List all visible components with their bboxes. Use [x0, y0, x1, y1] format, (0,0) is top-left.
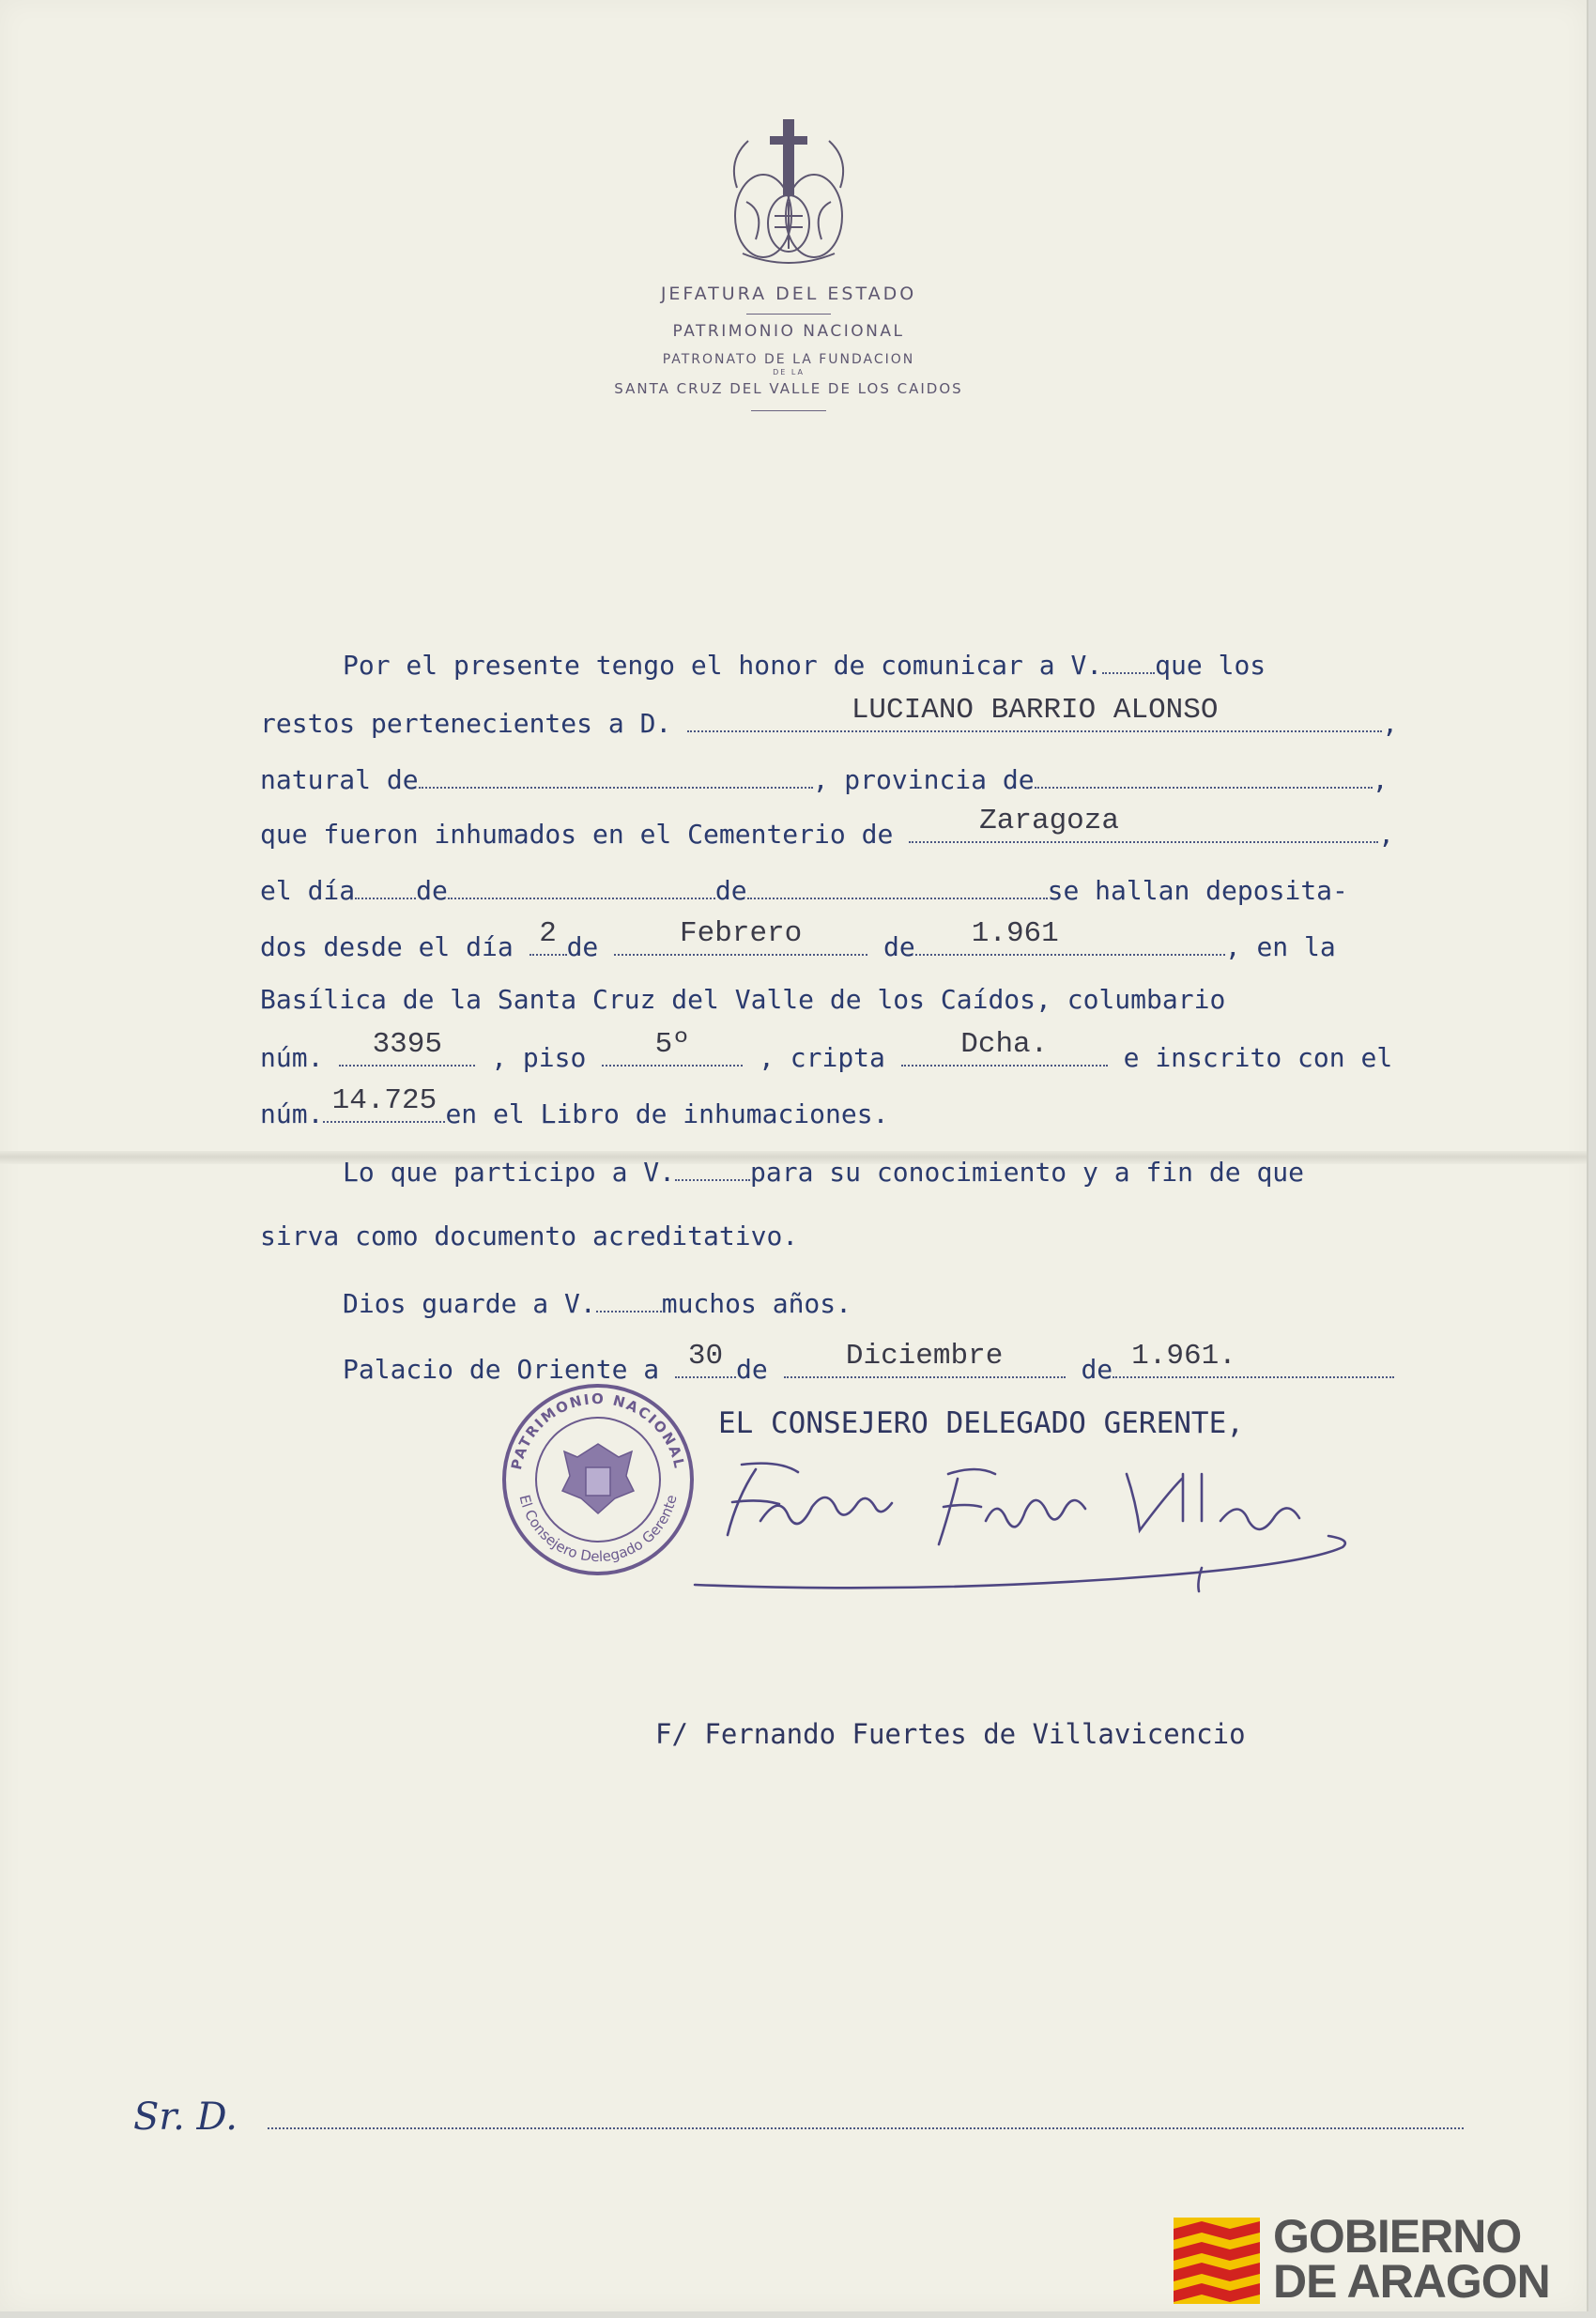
date-month: Diciembre	[845, 1340, 1004, 1373]
aragon-flag-icon	[1174, 2218, 1260, 2304]
letterhead-line-3b: DE LA	[773, 368, 805, 376]
deposit-day-field	[529, 917, 567, 956]
text-line-2: restos pertenecientes a D. LUCIANO BARRIO ALONSO ,	[260, 694, 1399, 739]
deceased-name: LUCIANO BARRIO ALONSO	[851, 694, 1219, 727]
signed-by: F/ Fernando Fuertes de Villavicencio	[655, 1718, 1246, 1750]
handwritten-signature	[676, 1455, 1352, 1596]
deposit-year: 1.961	[971, 917, 1059, 950]
columbarium-field	[339, 1028, 475, 1067]
emblem-icon	[709, 113, 868, 272]
text-line-4: que fueron inhumados en el Cementerio de Zaragoza ,	[260, 817, 1394, 850]
logo-line-2: DE ARAGON	[1273, 2255, 1550, 2308]
cemetery-name: Zaragoza	[979, 805, 1119, 837]
letterhead-divider-bottom	[751, 410, 826, 411]
stamp-eagle-icon	[562, 1444, 634, 1513]
letterhead-line-2: PATRIMONIO NACIONAL	[672, 322, 905, 341]
gobierno-aragon-logo	[1174, 2210, 1587, 2308]
date-line: Palacio de Oriente a 30 de Diciembre de 1.961.	[343, 1352, 1394, 1385]
register-field	[323, 1084, 445, 1123]
floor-field	[602, 1028, 743, 1067]
date-day: 30	[687, 1340, 724, 1373]
text-line-10: Lo que participo a V. para su conocimiento y a fin de que	[343, 1157, 1305, 1188]
deposit-year-field	[915, 917, 1225, 956]
deposit-month: Febrero	[680, 917, 803, 950]
text-line-7: Basílica de la Santa Cruz del Valle de los Caídos, columbario	[260, 984, 1226, 1015]
letterhead-divider	[746, 314, 831, 315]
date-day-field	[675, 1340, 736, 1378]
letterhead-line-3: PATRONATO DE LA FUNDACION	[662, 352, 915, 367]
logo-text	[1273, 2210, 1550, 2308]
text-line-11: sirva como documento acreditativo.	[260, 1220, 799, 1251]
blank-v	[1102, 648, 1155, 674]
text-line-8: núm. 3395 , piso 5º , cripta Dcha. e inscrito con el	[260, 1028, 1393, 1073]
letterhead-line-1: JEFATURA DEL ESTADO	[660, 284, 917, 304]
logo-line-1: GOBIERNO	[1273, 2210, 1522, 2263]
text-line-6: dos desde el día 2 de Febrero de 1.961 , en la	[260, 917, 1336, 962]
columbarium-number: 3395	[372, 1028, 442, 1061]
addressee-label: Sr. D.	[133, 2095, 238, 2139]
provincia-field	[1035, 762, 1373, 789]
date-year-field	[1113, 1340, 1394, 1378]
text-line-5: el día de de se hallan deposita-	[260, 875, 1348, 906]
register-number: 14.725	[331, 1084, 437, 1117]
letterhead	[563, 113, 1014, 411]
text-line-12: Dios guarde a V. muchos años.	[343, 1288, 852, 1319]
stamp-bottom-text: El Consejero Delegado Gerente	[515, 1493, 681, 1566]
natural-de-field	[419, 762, 813, 789]
addressee-field	[268, 2127, 1464, 2129]
date-month-field	[784, 1340, 1066, 1378]
text-line-9: núm. 14.725 en el Libro de inhumaciones.	[260, 1084, 889, 1129]
cemetery-field	[909, 805, 1378, 843]
floor-number: 5º	[654, 1028, 690, 1061]
signer-title: EL CONSEJERO DELEGADO GERENTE,	[718, 1406, 1244, 1440]
deposit-month-field	[614, 917, 867, 956]
crypt-field	[901, 1028, 1108, 1067]
letterhead-line-4: SANTA CRUZ DEL VALLE DE LOS CAIDOS	[614, 380, 963, 397]
text-line-3: natural de , provincia de ,	[260, 764, 1389, 795]
date-year: 1.961.	[1131, 1340, 1236, 1373]
deposit-day: 2	[539, 917, 557, 950]
crypt-side: Dcha.	[960, 1028, 1049, 1061]
text-line-1: Por el presente tengo el honor de comunicar a V. que los	[343, 650, 1266, 681]
stamp-top-text: PATRIMONIO NACIONAL	[507, 1389, 689, 1472]
official-stamp	[492, 1378, 704, 1575]
